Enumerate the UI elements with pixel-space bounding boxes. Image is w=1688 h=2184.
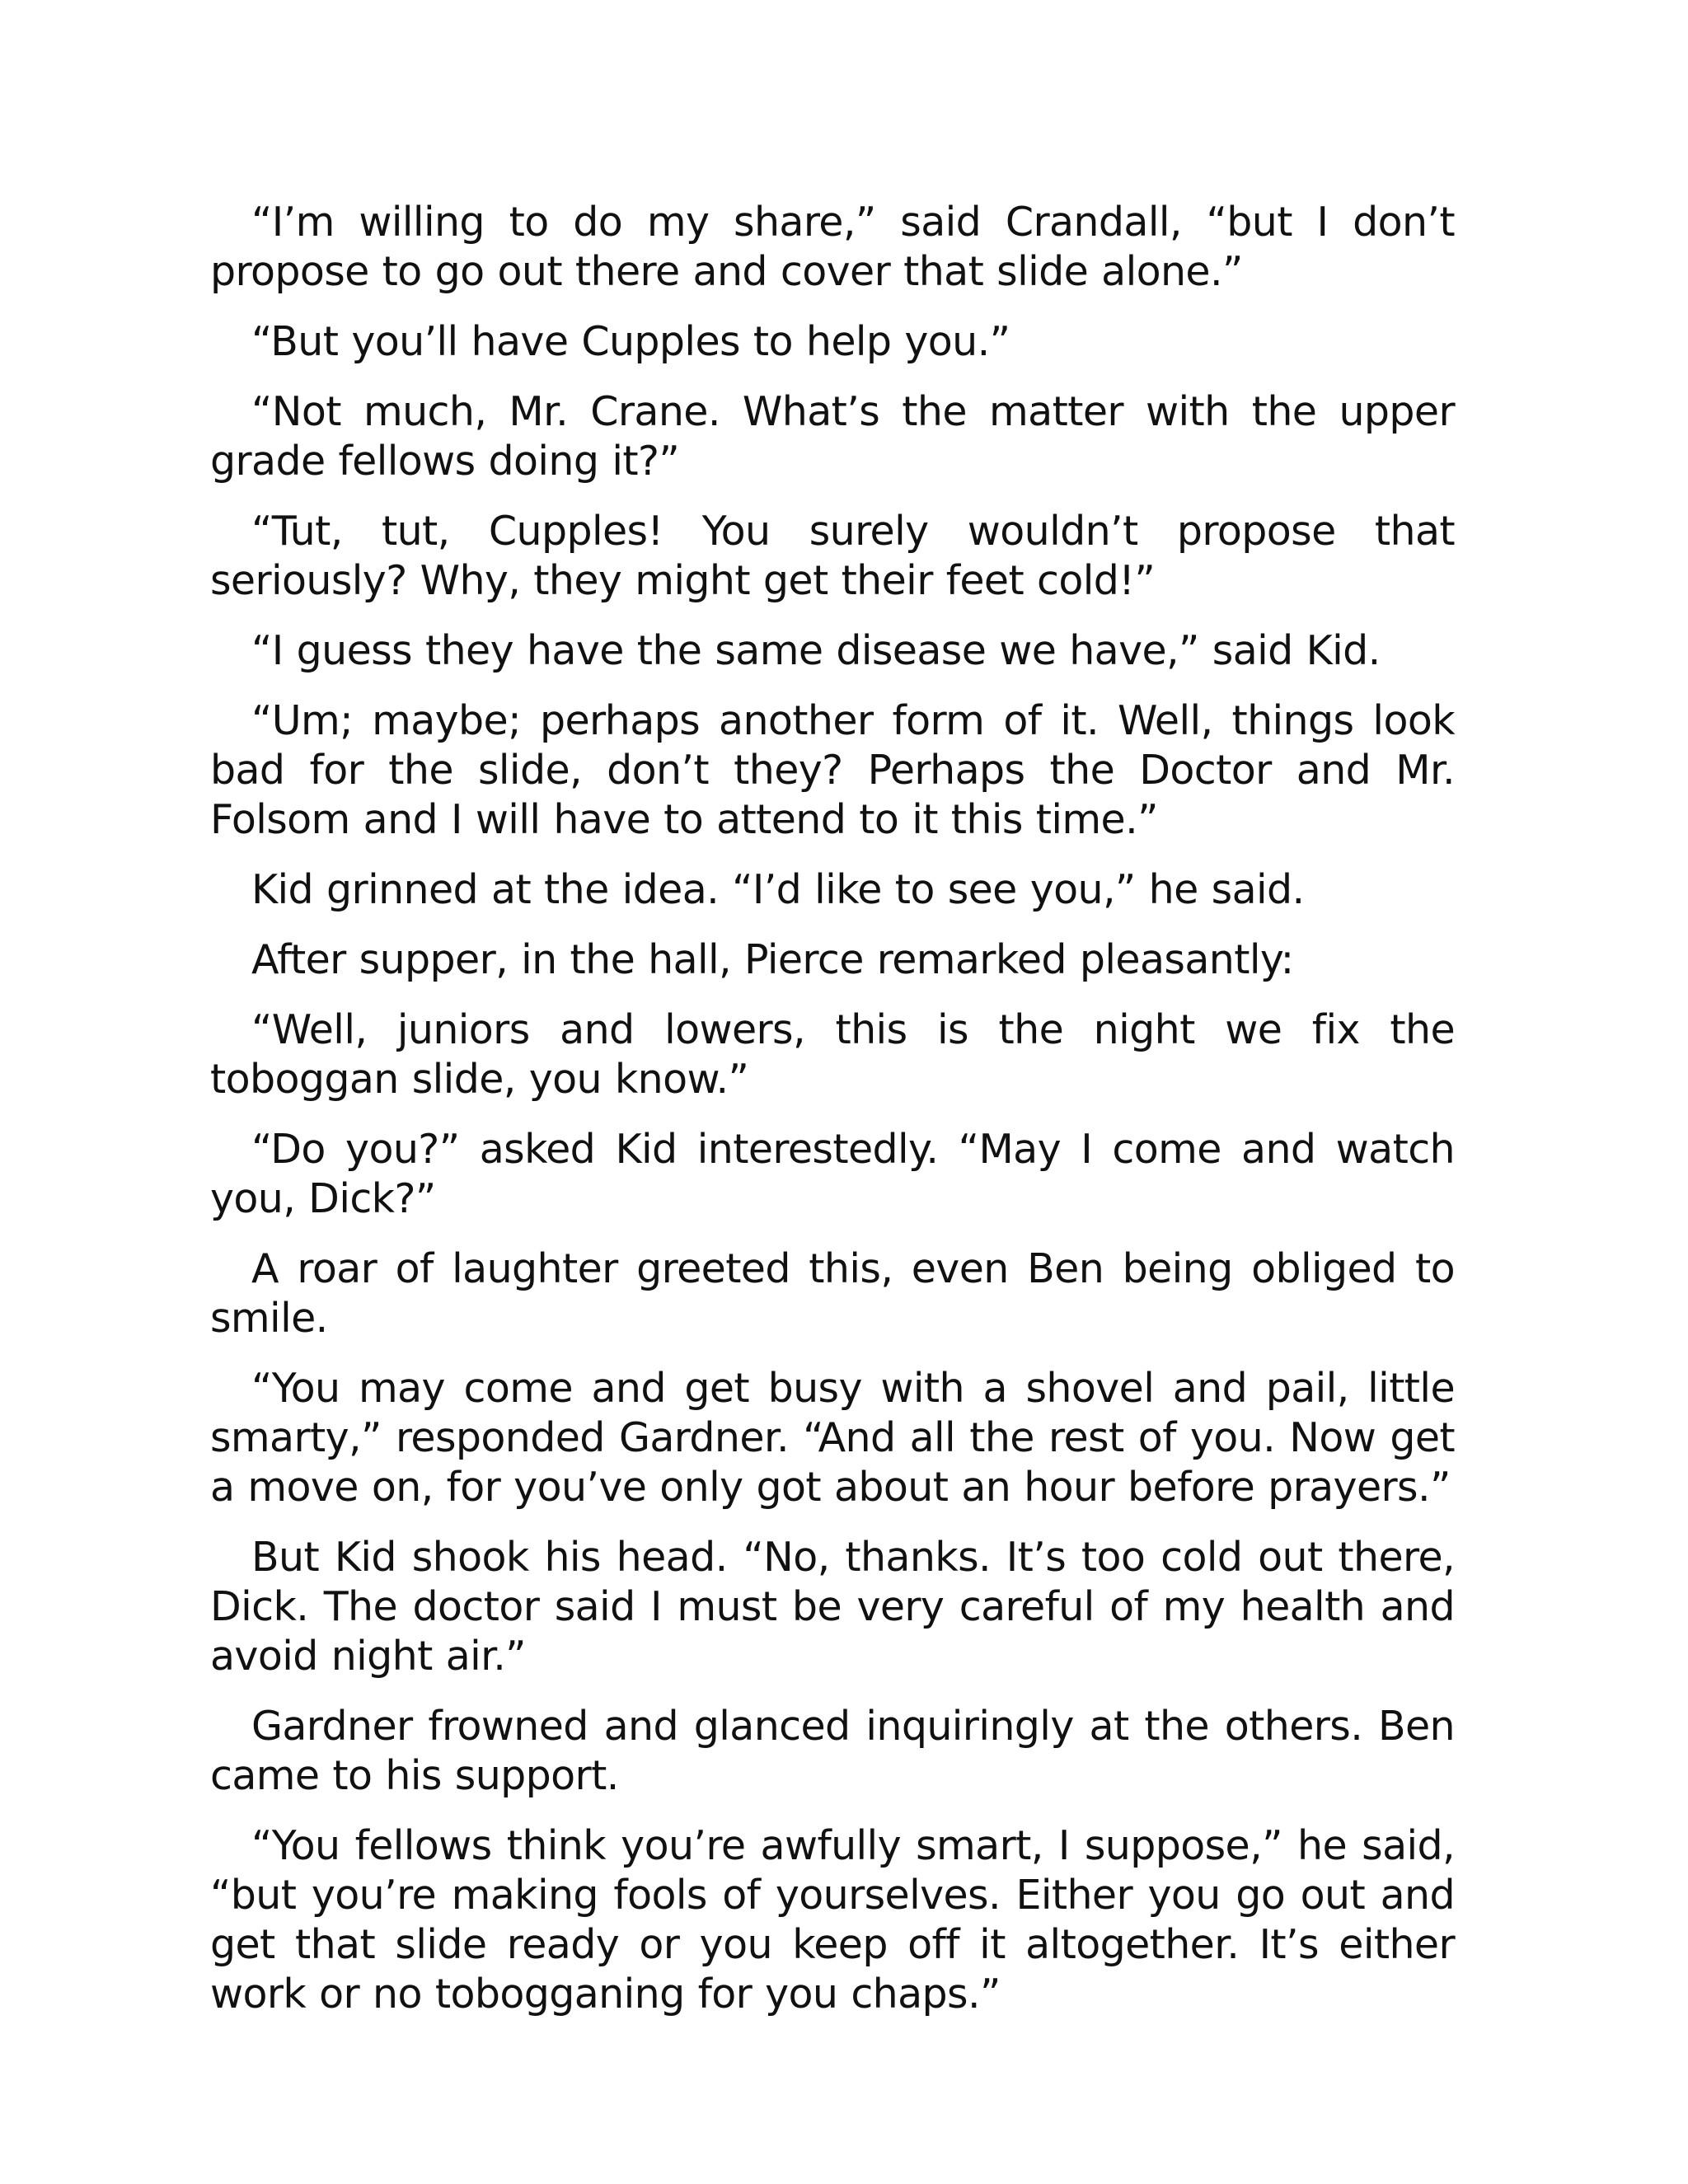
paragraph-14: Gardner frowned and glanced inquiringly at the others. Ben came to his support. — [210, 1703, 1455, 1799]
paragraph-11: A roar of laughter greeted this, even Ben being obliged to smile. — [210, 1245, 1455, 1342]
book-page — [210, 198, 1455, 2040]
paragraph-1: “I’m willing to do my share,” said Crandall, “but I don’t propose to go out there and cover that slide alone.” — [210, 199, 1455, 295]
paragraph-5: “I guess they have the same disease we have,” said Kid. — [251, 627, 1381, 674]
paragraph-6: “Um; maybe; perhaps another form of it. Well, things look bad for the slide, don’t they? Perhaps the Doctor and Mr. Folsom and I will have to attend to it this time.” — [210, 697, 1455, 843]
paragraph-2: “But you’ll have Cupples to help you.” — [251, 318, 1010, 365]
paragraph-3: “Not much, Mr. Crane. What’s the matter with the upper grade fellows doing it?” — [210, 388, 1455, 485]
paragraph-7: Kid grinned at the idea. “I’d like to see you,” he said. — [251, 866, 1305, 913]
paragraph-9: “Well, juniors and lowers, this is the night we fix the toboggan slide, you know.” — [210, 1006, 1455, 1103]
paragraph-4: “Tut, tut, Cupples! You surely wouldn’t propose that seriously? Why, they might get their feet cold!” — [210, 508, 1455, 604]
paragraph-12: “You may come and get busy with a shovel and pail, little smarty,” responded Gardner. “And all the rest of you. Now get a move on, for you’ve only got about an hour before prayers.” — [210, 1365, 1455, 1511]
paragraph-13: But Kid shook his head. “No, thanks. It’s too cold out there, Dick. The doctor said I must be very careful of my health and avoid night air.” — [210, 1534, 1455, 1680]
paragraph-15: “You fellows think you’re awfully smart, I suppose,” he said, “but you’re making fools of yourselves. Either you go out and get that slide ready or you keep off it altogether. It’s either work or no tobogganing for you chaps.” — [210, 1822, 1455, 2018]
paragraph-8: After supper, in the hall, Pierce remarked pleasantly: — [251, 936, 1294, 983]
paragraph-10: “Do you?” asked Kid interestedly. “May I come and watch you, Dick?” — [210, 1126, 1455, 1222]
